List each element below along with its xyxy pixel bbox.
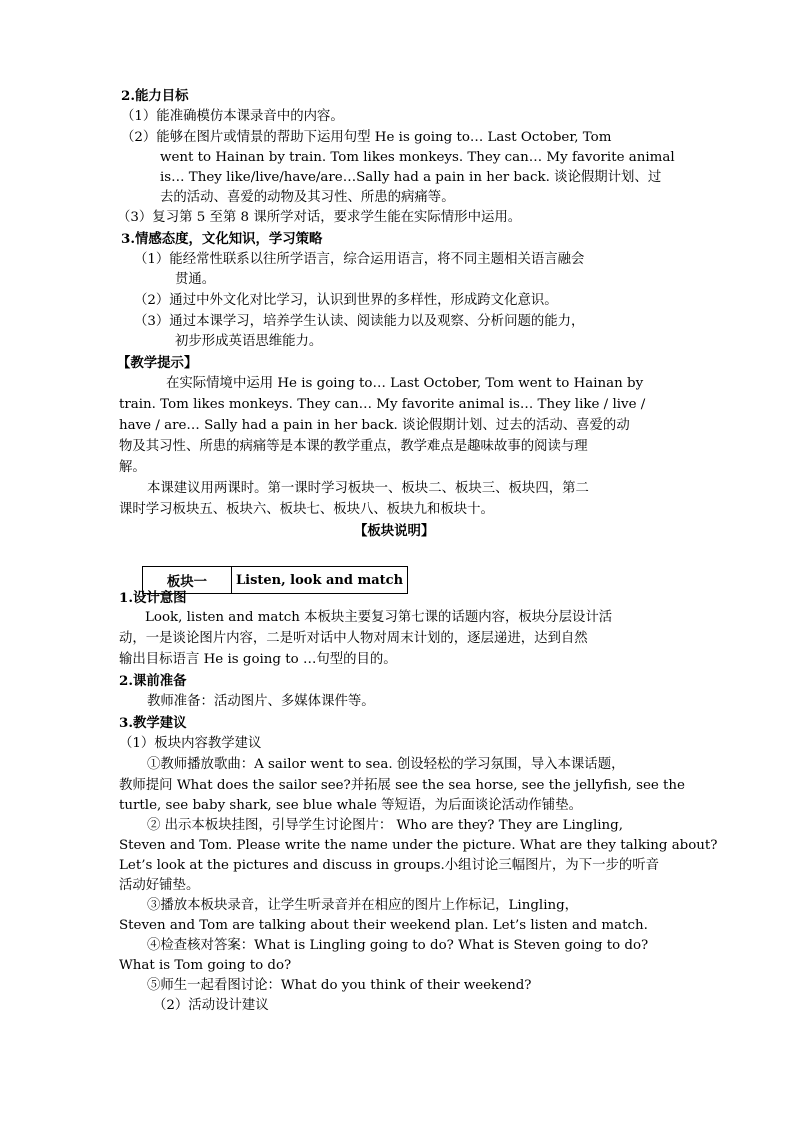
text-line: （2）通过中外文化对比学习，认识到世界的多样性，形成跨文化意识。 [134,293,558,308]
text-line: ③播放本板块录音，让学生听录音并在相应的图片上作标记，Lingling， [147,898,579,913]
text-line: ⑤师生一起看图讨论：What do you think of their weekend? [147,978,532,993]
text-line: 在实际情境中运用 He is going to… Last October, Tom went to Hainan by [166,376,644,391]
text-line: went to Hainan by train. Tom likes monkeys. They can… My favorite animal [160,150,675,165]
text-line: （3）复习第 5 至第 8 课所学对话，要求学生能在实际情形中运用。 [117,210,522,225]
text-line: （1）能经常性联系以往所学语言，综合运用语言，将不同主题相关语言融会 [134,252,585,267]
text-line: What is Tom going to do? [119,958,292,973]
text-line: 解。 [119,460,146,475]
text-line: ② 出示本板块挂图，引导学生讨论图片： Who are they? They are Lingling, [147,818,624,833]
text-line: 课时学习板块五、板块六、板块七、板块八、板块九和板块十。 [119,502,494,517]
text-line: （2）活动设计建议 [153,998,269,1013]
text-line: 输出目标语言 He is going to …句型的目的。 [119,652,397,667]
text-line: Look, listen and match 本板块主要复习第七课的话题内容，板块分层设计活 [145,610,613,625]
text-line: 动，一是谈论图片内容，二是听对话中人物对周末计划的，逐层递进，达到自然 [119,631,588,646]
text-line: 本课建议用两课时。第一课时学习板块一、板块二、板块三、板块四，第二 [147,481,589,496]
text-line: 教师提问 What does the sailor see?并拓展 see the sea horse, see the jellyfish, see the [119,778,685,793]
text-line: 1.设计意图 [119,590,187,606]
text-line: 3.教学建议 [119,715,187,731]
text-line: 3.情感态度，文化知识，学习策略 [121,231,323,247]
text-line: is… They like/live/have/are…Sally had a pain in her back. 谈论假期计划、过 [160,170,662,185]
text-line: 教师准备：活动图片、多媒体课件等。 [147,694,375,709]
text-line: 【板块说明】 [354,523,435,539]
text-line: Steven and Tom are talking about their weekend plan. Let’s listen and match. [119,918,648,933]
text-line: （1）能准确模仿本课录音中的内容。 [121,109,344,124]
text-line: 初步形成英语思维能力。 [175,334,323,349]
text-line: （1）板块内容教学建议 [119,736,262,751]
text-line: Steven and Tom. Please write the name under the picture. What are they talking about? [119,838,718,853]
text-line: Let’s look at the pictures and discuss in groups.小组讨论三幅图片，为下一步的听音 [119,858,660,873]
text-line: 2.课前准备 [119,673,187,689]
text-line: 去的活动、喜爱的动物及其习性、所患的病痛等。 [160,190,455,205]
text-line: 【教学提示】 [117,355,198,371]
text-line: 贯通。 [175,272,216,287]
text-line: 物及其习性、所患的病痛等是本课的教学重点，教学难点是趣味故事的阅读与理 [119,439,588,454]
text-line: ④检查核对答案：What is Lingling going to do? What is Steven going to do? [147,938,649,953]
text-line: （2）能够在图片或情景的帮助下运用句型 He is going to… Last October, Tom [121,130,612,145]
text-line: turtle, see baby shark, see blue whale 等短语，为后面谈论活动作铺垫。 [119,798,582,813]
text-line: train. Tom likes monkeys. They can… My favorite animal is… They like / live / [119,397,646,412]
section-table [142,566,408,594]
text-line: 2.能力目标 [121,88,189,104]
section-table-title: Listen, look and match [236,572,404,588]
text-line: （3）通过本课学习，培养学生认读、阅读能力以及观察、分析问题的能力， [134,314,585,329]
text-line: 活动好铺垫。 [119,878,200,893]
text-line: have / are… Sally had a pain in her back. 谈论假期计划、过去的活动、喜爱的动 [119,418,630,433]
text-line: ①教师播放歌曲：A sailor went to sea. 创设轻松的学习氛围，导入本课话题， [147,757,625,772]
section-table-label: 板块一 [143,567,232,593]
